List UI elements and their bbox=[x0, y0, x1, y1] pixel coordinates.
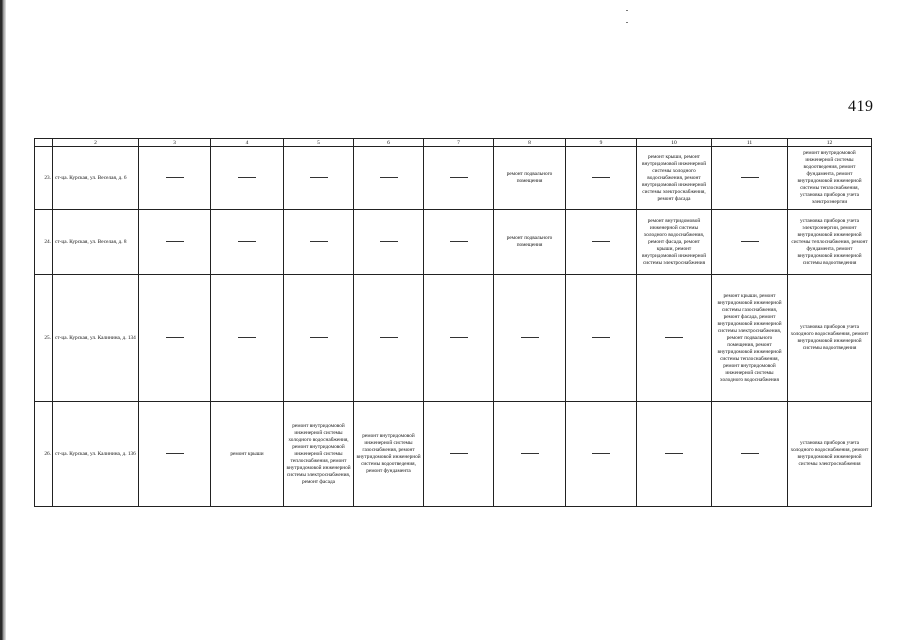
empty-dash-cell bbox=[211, 147, 284, 210]
table-row bbox=[35, 147, 872, 210]
dash-mark bbox=[521, 453, 539, 454]
column-header: 12 bbox=[788, 139, 872, 147]
empty-dash-cell bbox=[211, 210, 284, 275]
empty-dash-cell bbox=[637, 275, 712, 402]
dash-mark bbox=[380, 337, 398, 338]
dash-mark bbox=[166, 177, 184, 178]
column-header: 4 bbox=[211, 139, 284, 147]
empty-dash-cell bbox=[139, 402, 211, 507]
empty-dash-cell bbox=[354, 210, 424, 275]
empty-dash-cell bbox=[712, 147, 788, 210]
dash-mark bbox=[665, 337, 683, 338]
empty-dash-cell bbox=[712, 210, 788, 275]
column-header: 8 bbox=[494, 139, 566, 147]
dash-mark bbox=[166, 241, 184, 242]
scan-speck bbox=[626, 10, 628, 11]
column-header-row bbox=[35, 139, 872, 147]
column-header: 5 bbox=[284, 139, 354, 147]
row-number: 25. bbox=[35, 275, 53, 402]
repair-schedule-table bbox=[34, 138, 872, 507]
dash-mark bbox=[310, 241, 328, 242]
table-row bbox=[35, 210, 872, 275]
empty-dash-cell bbox=[354, 275, 424, 402]
dash-mark bbox=[238, 241, 256, 242]
column-header bbox=[35, 139, 53, 147]
dash-mark bbox=[166, 337, 184, 338]
row-number: 26. bbox=[35, 402, 53, 507]
column-header: 6 bbox=[354, 139, 424, 147]
work-type-cell: установка приборов учета холодного водоснабжения, ремонт внутридомовой инженерной системы электроснабжения bbox=[788, 402, 872, 507]
empty-dash-cell bbox=[211, 275, 284, 402]
dash-mark bbox=[238, 177, 256, 178]
address-cell: ст-ца. Курская, ул. Калинина, д. 134 bbox=[53, 275, 139, 402]
dash-mark bbox=[592, 177, 610, 178]
empty-dash-cell bbox=[139, 210, 211, 275]
work-type-cell: ремонт внутридомовой инженерной системы холодного водоснабжения, ремонт внутридомовой инженерной системы теплоснабжения, ремонт внутридомовой инженерной системы электроснабжения, ремонт фасада bbox=[284, 402, 354, 507]
work-type-cell: ремонт внутридомовой инженерной системы холодного водоснабжения, ремонт фасада, ремонт крыши, ремонт внутридомовой инженерной системы электроснабжения bbox=[637, 210, 712, 275]
row-number: 24. bbox=[35, 210, 53, 275]
empty-dash-cell bbox=[566, 402, 637, 507]
column-header: 3 bbox=[139, 139, 211, 147]
empty-dash-cell bbox=[637, 402, 712, 507]
empty-dash-cell bbox=[712, 402, 788, 507]
dash-mark bbox=[310, 337, 328, 338]
address-cell: ст-ца. Курская, ул. Калинина, д. 136 bbox=[53, 402, 139, 507]
table-row bbox=[35, 275, 872, 402]
dash-mark bbox=[665, 453, 683, 454]
column-header: 11 bbox=[712, 139, 788, 147]
dash-mark bbox=[166, 453, 184, 454]
dash-mark bbox=[592, 241, 610, 242]
empty-dash-cell bbox=[354, 147, 424, 210]
dash-mark bbox=[741, 453, 759, 454]
empty-dash-cell bbox=[566, 210, 637, 275]
empty-dash-cell bbox=[566, 275, 637, 402]
scan-speck bbox=[626, 22, 628, 23]
work-type-cell: ремонт внутридомовой инженерной системы водоотведения, ремонт фундамента, ремонт внутридомовой инженерной системы теплоснабжения, установка приборов учета электроэнергии bbox=[788, 147, 872, 210]
work-type-cell: ремонт подвального помещения bbox=[494, 210, 566, 275]
dash-mark bbox=[741, 241, 759, 242]
column-header: 9 bbox=[566, 139, 637, 147]
work-type-cell: ремонт крыши, ремонт внутридомовой инженерной системы холодного водоснабжения, ремонт внутридомовой инженерной системы электроснабжения, ремонт фасада bbox=[637, 147, 712, 210]
empty-dash-cell bbox=[424, 210, 494, 275]
dash-mark bbox=[450, 453, 468, 454]
empty-dash-cell bbox=[284, 147, 354, 210]
dash-mark bbox=[521, 337, 539, 338]
page-number: 419 bbox=[848, 98, 874, 115]
dash-mark bbox=[310, 177, 328, 178]
work-type-cell: установка приборов учета электроэнергии, ремонт внутридомовой инженерной системы теплоснабжения, ремонт фундамента, ремонт внутридомовой инженерной системы водоотведения bbox=[788, 210, 872, 275]
dash-mark bbox=[238, 337, 256, 338]
work-type-cell: ремонт крыши, ремонт внутридомовой инженерной системы газоснабжения, ремонт фасада, ремонт внутридомовой инженерной системы электроснабжения, ремонт подвального помещения, ремонт внутридомовой инженерной системы теплоснабжения, ремонт внутридомовой инженерной системы холодного водоснабжения bbox=[712, 275, 788, 402]
empty-dash-cell bbox=[424, 147, 494, 210]
dash-mark bbox=[592, 453, 610, 454]
address-cell: ст-ца. Курская, ул. Веселая, д. 6 bbox=[53, 147, 139, 210]
empty-dash-cell bbox=[566, 147, 637, 210]
empty-dash-cell bbox=[424, 275, 494, 402]
empty-dash-cell bbox=[284, 275, 354, 402]
dash-mark bbox=[380, 177, 398, 178]
empty-dash-cell bbox=[424, 402, 494, 507]
column-header: 10 bbox=[637, 139, 712, 147]
dash-mark bbox=[592, 337, 610, 338]
dash-mark bbox=[741, 177, 759, 178]
empty-dash-cell bbox=[139, 147, 211, 210]
work-type-cell: ремонт крыши bbox=[211, 402, 284, 507]
dash-mark bbox=[450, 337, 468, 338]
scan-edge bbox=[0, 0, 6, 640]
empty-dash-cell bbox=[494, 402, 566, 507]
column-header: 7 bbox=[424, 139, 494, 147]
table-body bbox=[35, 139, 872, 507]
empty-dash-cell bbox=[139, 275, 211, 402]
dash-mark bbox=[380, 241, 398, 242]
row-number: 23. bbox=[35, 147, 53, 210]
table-row bbox=[35, 402, 872, 507]
work-type-cell: установка приборов учета холодного водоснабжения, ремонт внутридомовой инженерной системы водоотведения bbox=[788, 275, 872, 402]
column-header: 2 bbox=[53, 139, 139, 147]
dash-mark bbox=[450, 241, 468, 242]
empty-dash-cell bbox=[494, 275, 566, 402]
empty-dash-cell bbox=[284, 210, 354, 275]
dash-mark bbox=[450, 177, 468, 178]
work-type-cell: ремонт подвального помещения bbox=[494, 147, 566, 210]
address-cell: ст-ца. Курская, ул. Веселая, д. 8 bbox=[53, 210, 139, 275]
work-type-cell: ремонт внутридомовой инженерной системы газоснабжения, ремонт внутридомовой инженерной системы водоотведения, ремонт фундамента bbox=[354, 402, 424, 507]
